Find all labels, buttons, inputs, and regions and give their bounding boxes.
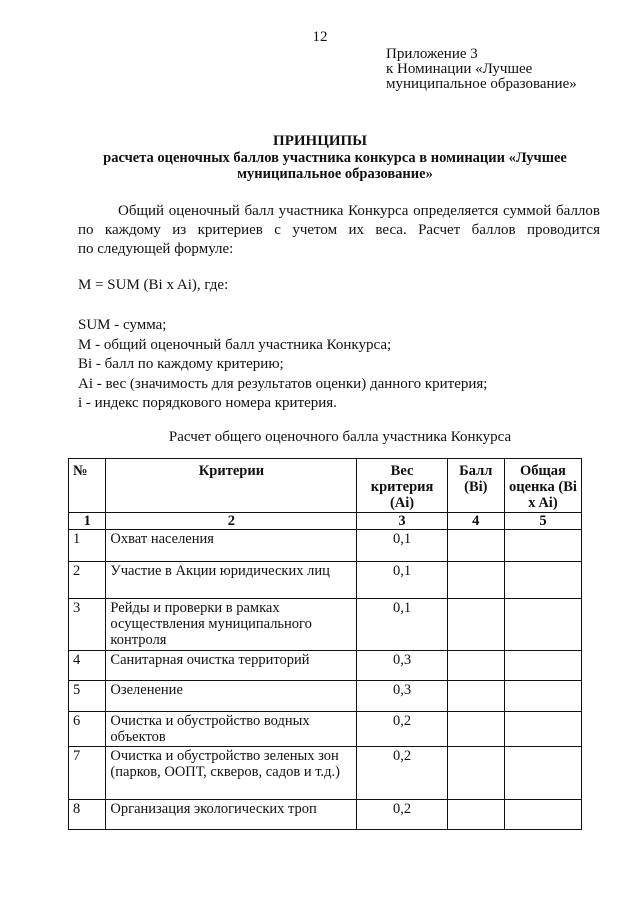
table-row [69, 651, 582, 681]
column-number: 3 [357, 513, 447, 530]
criteria-table [68, 458, 582, 830]
header-weight: Вес критерия (Ai) [357, 459, 447, 513]
table-header-row [69, 459, 582, 513]
row-criterion: Организация экологических троп [106, 800, 357, 830]
row-total[interactable] [504, 681, 581, 712]
row-criterion: Очистка и обустройство зеленых зон (парков, ООПТ, скверов, садов и т.д.) [106, 747, 357, 800]
row-number: 4 [69, 651, 106, 681]
table-row [69, 747, 582, 800]
table-caption: Расчет общего оценочного балла участника Конкурса [168, 429, 512, 445]
row-criterion: Очистка и обустройство водных объектов [106, 712, 357, 747]
row-score[interactable] [447, 562, 504, 599]
page-number: 12 [312, 29, 328, 45]
legend-item: Ai - вес (значимость для результатов оценки) данного критерия; [78, 375, 488, 392]
legend-item: i - индекс порядкового номера критерия. [78, 395, 337, 411]
table-row [69, 599, 582, 651]
column-number: 2 [106, 513, 357, 530]
document-title: ПРИНЦИПЫ [273, 133, 367, 149]
legend-item: M - общий оценочный балл участника Конкурса; [78, 336, 392, 353]
intro-line: по каждому из критериев с учетом их веса. Расчет баллов проводится [78, 222, 600, 238]
row-number: 2 [69, 562, 106, 599]
row-number: 7 [69, 747, 106, 800]
row-total[interactable] [504, 712, 581, 747]
row-score[interactable] [447, 800, 504, 830]
row-total[interactable] [504, 747, 581, 800]
formula-legend [78, 316, 487, 414]
column-number: 1 [69, 513, 106, 530]
legend-item: Bi - балл по каждому критерию; [78, 356, 284, 372]
row-criterion: Охват населения [106, 530, 357, 562]
appendix-line: муниципальное образование» [386, 76, 577, 92]
row-score[interactable] [447, 530, 504, 562]
table-row [69, 530, 582, 562]
row-number: 6 [69, 712, 106, 747]
row-weight: 0,3 [357, 651, 447, 681]
row-number: 5 [69, 681, 106, 712]
column-number-row [69, 513, 582, 530]
appendix-line: Приложение 3 [386, 46, 478, 62]
row-score[interactable] [447, 599, 504, 651]
column-number: 5 [504, 513, 581, 530]
appendix-note [386, 47, 577, 92]
appendix-line: к Номинации «Лучшее [386, 61, 533, 77]
row-total[interactable] [504, 562, 581, 599]
document-subtitle: расчета оценочных баллов участника конкурса в номинации «Лучшее муниципальное образование» [103, 150, 567, 182]
row-score[interactable] [447, 712, 504, 747]
table-row [69, 712, 582, 747]
table-row [69, 681, 582, 712]
row-weight: 0,3 [357, 681, 447, 712]
legend-item: SUM - сумма; [78, 317, 167, 333]
row-total[interactable] [504, 599, 581, 651]
formula: M = SUM (Bi x Ai), где: [78, 277, 229, 293]
row-number: 3 [69, 599, 106, 651]
header-total: Общая оценка (Bi x Ai) [504, 459, 581, 513]
row-score[interactable] [447, 651, 504, 681]
intro-line: по следующей формуле: [78, 241, 234, 257]
row-criterion: Озеленение [106, 681, 357, 712]
row-weight: 0,2 [357, 800, 447, 830]
row-score[interactable] [447, 681, 504, 712]
row-weight: 0,1 [357, 599, 447, 651]
header-criteria: Критерии [106, 459, 357, 513]
header-score: Балл (Bi) [447, 459, 504, 513]
row-criterion: Санитарная очистка территорий [106, 651, 357, 681]
row-total[interactable] [504, 530, 581, 562]
table-row [69, 562, 582, 599]
row-total[interactable] [504, 800, 581, 830]
column-number: 4 [447, 513, 504, 530]
row-score[interactable] [447, 747, 504, 800]
row-number: 1 [69, 530, 106, 562]
row-criterion: Рейды и проверки в рамках осуществления муниципального контроля [106, 599, 357, 651]
intro-paragraph [78, 202, 600, 259]
row-weight: 0,1 [357, 562, 447, 599]
header-number: № [69, 459, 106, 513]
intro-line: Общий оценочный балл участника Конкурса определяется суммой баллов [118, 203, 600, 219]
table-row [69, 800, 582, 830]
row-weight: 0,2 [357, 712, 447, 747]
row-total[interactable] [504, 651, 581, 681]
row-weight: 0,2 [357, 747, 447, 800]
row-criterion: Участие в Акции юридических лиц [106, 562, 357, 599]
row-weight: 0,1 [357, 530, 447, 562]
row-number: 8 [69, 800, 106, 830]
